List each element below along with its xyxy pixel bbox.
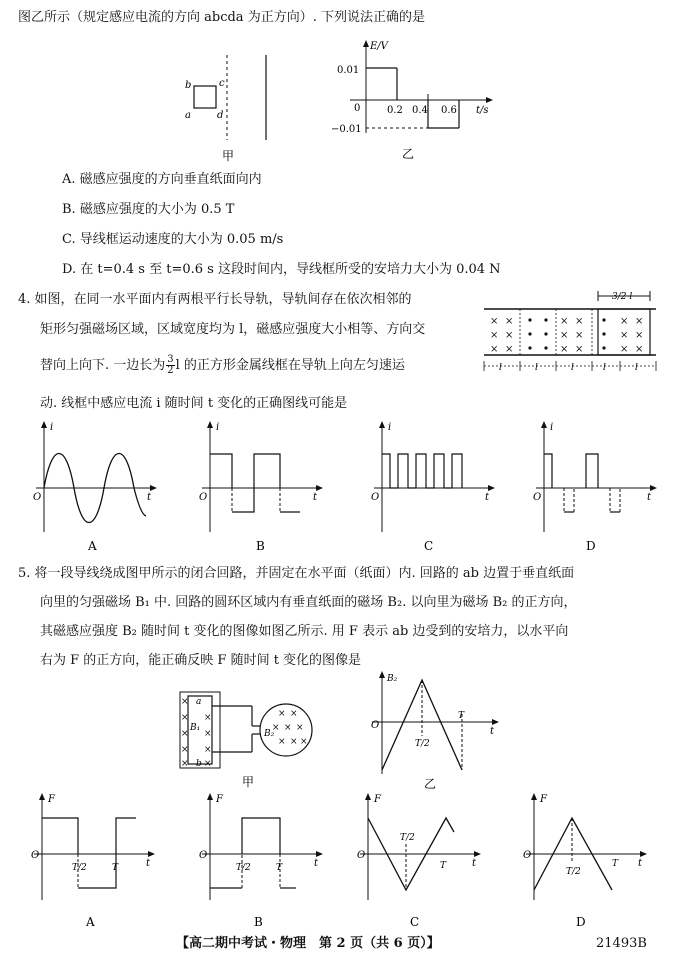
svg-text:i: i	[216, 422, 220, 433]
label-a: a	[196, 697, 202, 707]
q4-line4: 动. 线框中感应电流 i 随时间 t 变化的正确图线可能是	[40, 396, 348, 411]
q3-fig-yi	[330, 38, 500, 163]
svg-text:×: ×	[560, 330, 569, 341]
svg-text:T/2: T/2	[400, 833, 415, 843]
svg-text:O: O	[533, 492, 542, 503]
q4-line3: 替向上向下. 一边长为 $\frac{3}{2}$ l 的正方形金属线框在导轨上向左匀速运	[40, 354, 405, 376]
svg-text:t: t	[638, 858, 643, 869]
ytick-pos: 0.01	[337, 65, 360, 76]
svg-text:l: l	[499, 363, 502, 373]
caption-a: A	[86, 915, 95, 929]
svg-text:t: t	[490, 726, 495, 737]
svg-text:×: ×	[490, 316, 499, 327]
q4-graph-c	[368, 420, 498, 555]
label-d: d	[217, 110, 224, 121]
svg-text:O: O	[371, 492, 380, 503]
svg-text:l: l	[571, 363, 574, 373]
svg-text:T/2: T/2	[72, 863, 87, 873]
ytick-neg: −0.01	[331, 124, 362, 135]
q4-line2: 矩形匀强磁场区域，区域宽度均为 l，磁感应强度大小相等、方向交	[40, 322, 426, 337]
svg-text:T: T	[276, 863, 283, 873]
q4-graph-b	[196, 420, 326, 555]
caption-d: D	[576, 915, 586, 929]
width-label: 3/2 l	[612, 292, 633, 302]
q5-graph-a	[28, 790, 158, 930]
svg-text:O: O	[357, 850, 366, 861]
svg-text:t: t	[314, 858, 319, 869]
svg-text:×: ×	[181, 745, 189, 755]
svg-text:l: l	[635, 363, 638, 373]
q5-fig-yi	[366, 670, 506, 794]
svg-text:×: ×	[300, 737, 308, 747]
svg-text:×: ×	[560, 316, 569, 327]
q5-graph-b	[196, 790, 326, 930]
svg-text:×: ×	[490, 330, 499, 341]
svg-text:l: l	[535, 363, 538, 373]
caption-b: B	[256, 539, 265, 553]
q3-option-c: C. 导线框运动速度的大小为 0.05 m/s	[62, 232, 284, 247]
q3-intro: 图乙所示（规定感应电流的方向 abcda 为正方向）. 下列说法正确的是	[18, 10, 425, 25]
q5-line3: 其磁感应强度 B₂ 随时间 t 变化的图像如图乙所示. 用 F 表示 ab 边受到的安培力，以水平向	[40, 624, 569, 639]
svg-text:F: F	[216, 794, 223, 805]
caption-jia: 甲	[222, 149, 235, 163]
q3-fig-jia	[180, 40, 290, 165]
svg-text:B₂: B₂	[387, 674, 398, 684]
fraction-3-2: $\frac{3}{2}$	[167, 354, 174, 376]
svg-text:×: ×	[505, 344, 514, 355]
svg-text:×: ×	[181, 729, 189, 739]
svg-text:×: ×	[575, 344, 584, 355]
svg-text:t: t	[147, 492, 152, 503]
caption-c: C	[424, 539, 434, 553]
svg-text:t: t	[146, 858, 151, 869]
svg-text:×: ×	[181, 697, 189, 707]
svg-text:×: ×	[620, 330, 629, 341]
label-B1: B₁	[190, 723, 201, 733]
svg-text:×: ×	[204, 713, 212, 723]
svg-text:i: i	[50, 422, 54, 433]
svg-text:×: ×	[272, 723, 280, 733]
svg-text:×: ×	[490, 344, 499, 355]
xtick-0.6: 0.6	[441, 105, 457, 116]
svg-text:F: F	[374, 794, 381, 805]
q5-graph-c	[354, 790, 484, 930]
svg-text:×: ×	[560, 344, 569, 355]
svg-text:×: ×	[635, 344, 644, 355]
q5-line1: 5. 将一段导线绕成图甲所示的闭合回路，并固定在水平面（纸面）内. 回路的 ab 边置于垂直纸面	[18, 566, 575, 581]
q3-option-a: A. 磁感应强度的方向垂直纸面向内	[62, 172, 262, 187]
svg-text:×: ×	[284, 723, 292, 733]
svg-text:×: ×	[181, 759, 189, 769]
svg-text:T: T	[612, 859, 619, 869]
q5-graph-d	[520, 790, 650, 930]
label-B2: B₂	[264, 729, 275, 739]
svg-text:×: ×	[620, 316, 629, 327]
svg-text:T/2: T/2	[415, 739, 430, 749]
footer-code: 21493B	[596, 936, 647, 951]
svg-text:×: ×	[575, 316, 584, 327]
label-b: b	[196, 759, 202, 769]
loop-square	[194, 86, 216, 108]
svg-text:×: ×	[290, 737, 298, 747]
ylabel: E/V	[370, 41, 388, 52]
svg-text:×: ×	[575, 330, 584, 341]
svg-text:×: ×	[204, 745, 212, 755]
svg-text:T: T	[440, 861, 447, 871]
svg-text:O: O	[199, 492, 208, 503]
q5-line4: 右为 F 的正方向，能正确反映 F 随时间 t 变化的图像是	[40, 653, 362, 668]
svg-text:F: F	[540, 794, 547, 805]
label-a: a	[185, 110, 191, 121]
svg-text:t: t	[472, 858, 477, 869]
svg-text:×: ×	[204, 729, 212, 739]
q4-graph-a	[30, 420, 160, 555]
xtick-0.2: 0.2	[387, 105, 403, 116]
q4-line1: 4. 如图，在同一水平面内有两根平行长导轨，导轨间存在依次相邻的	[18, 292, 412, 307]
svg-text:O: O	[33, 492, 42, 503]
svg-text:×: ×	[181, 713, 189, 723]
svg-text:O: O	[371, 720, 380, 731]
svg-text:×: ×	[635, 330, 644, 341]
xlabel: t/s	[476, 105, 489, 116]
caption-a: A	[88, 539, 97, 553]
svg-text:O: O	[199, 850, 208, 861]
caption-yi: 乙	[402, 147, 415, 161]
q3-option-d: D. 在 t=0.4 s 至 t=0.6 s 这段时间内，导线框所受的安培力大小为 0.04 N	[62, 262, 501, 277]
svg-text:×: ×	[278, 737, 286, 747]
label-c: c	[219, 78, 225, 89]
footer-page-info: 【高二期中考试・物理 第 2 页（共 6 页）】	[176, 936, 440, 951]
svg-text:T: T	[458, 711, 465, 721]
svg-text:F: F	[48, 794, 55, 805]
xtick-0.4: 0.4	[412, 105, 428, 116]
svg-text:l: l	[603, 363, 606, 373]
svg-text:×: ×	[296, 723, 304, 733]
svg-text:×: ×	[278, 709, 286, 719]
q4-graph-d	[530, 420, 660, 555]
svg-text:i: i	[388, 422, 392, 433]
svg-text:T: T	[112, 863, 119, 873]
svg-text:T/2: T/2	[236, 863, 251, 873]
caption-b: B	[254, 915, 263, 929]
q5-line2: 向里的匀强磁场 B₁ 中. 回路的圆环区域内有垂直纸面的磁场 B₂. 以向里为磁场 B₂ 的正方向，	[40, 595, 577, 610]
caption-c: C	[410, 915, 420, 929]
svg-text:O: O	[31, 850, 40, 861]
svg-text:×: ×	[620, 344, 629, 355]
caption-yi: 乙	[424, 777, 437, 791]
svg-text:O: O	[523, 850, 532, 861]
q3-option-b: B. 磁感应强度的大小为 0.5 T	[62, 202, 235, 217]
svg-text:T/2: T/2	[566, 867, 581, 877]
svg-text:t: t	[647, 492, 652, 503]
q4-field-figure	[480, 287, 660, 377]
label-b: b	[185, 80, 192, 91]
svg-text:×: ×	[635, 316, 644, 327]
svg-text:×: ×	[290, 709, 298, 719]
svg-text:×: ×	[204, 759, 212, 769]
origin: 0	[354, 103, 361, 114]
svg-text:i: i	[550, 422, 554, 433]
caption-jia: 甲	[242, 775, 255, 789]
svg-text:×: ×	[505, 330, 514, 341]
svg-text:×: ×	[505, 316, 514, 327]
caption-d: D	[586, 539, 596, 553]
svg-text:t: t	[313, 492, 318, 503]
svg-text:t: t	[485, 492, 490, 503]
q5-fig-jia	[176, 688, 336, 790]
